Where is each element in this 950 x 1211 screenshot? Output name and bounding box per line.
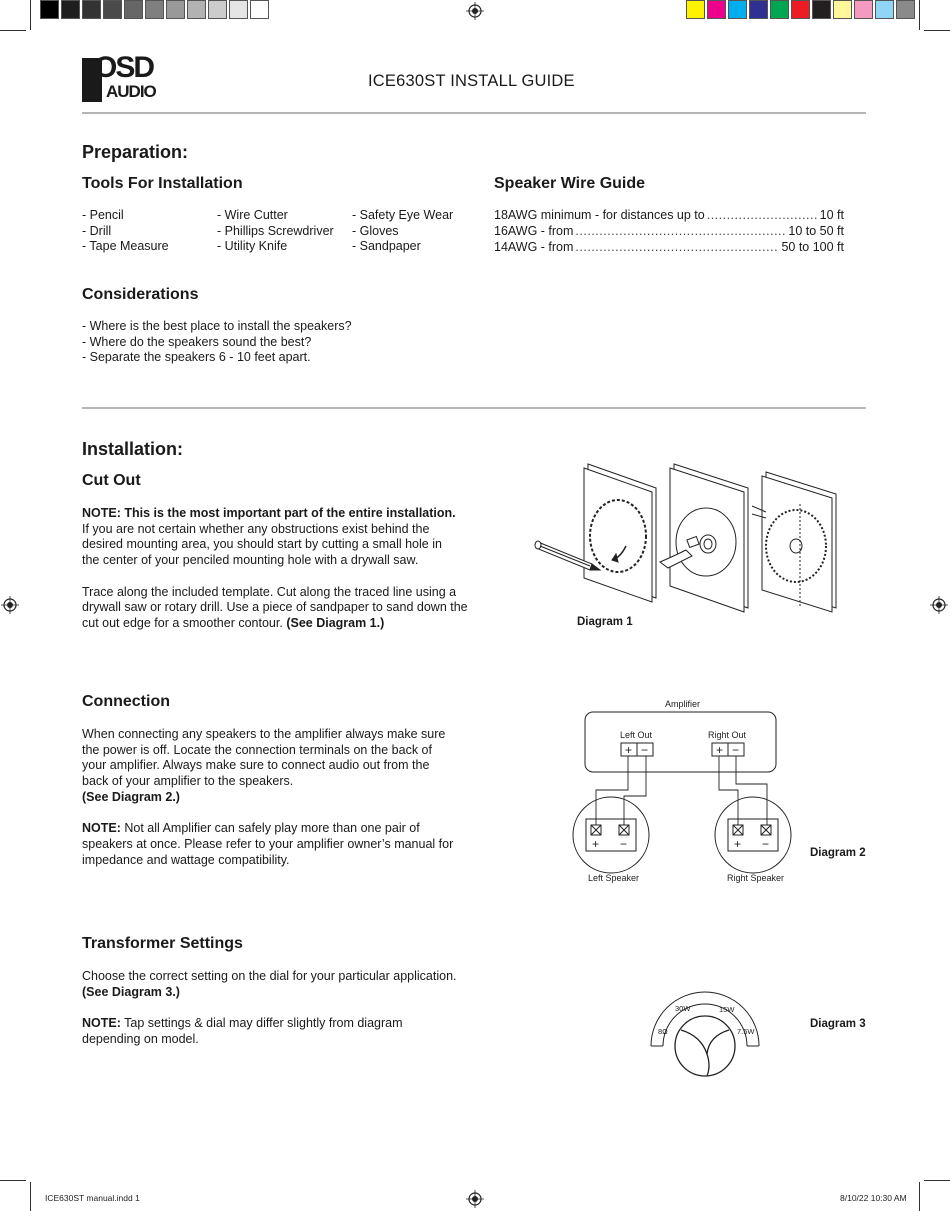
considerations-list: [82, 319, 352, 366]
diagram-1-label: Diagram 1: [577, 616, 633, 628]
plus-symbol: +: [592, 837, 600, 851]
color-swatch: [896, 0, 915, 19]
registration-mark-icon: [466, 2, 484, 20]
transformer-heading: Transformer Settings: [82, 935, 243, 952]
color-swatch: [82, 0, 101, 19]
tool-item: - Safety Eye Wear: [352, 208, 454, 222]
tool-item: - Wire Cutter: [217, 208, 288, 222]
transformer-text: [82, 969, 502, 1048]
preparation-heading: Preparation:: [82, 142, 189, 162]
wire-gauge-label: 14AWG - from: [494, 240, 574, 254]
considerations-heading: Considerations: [82, 286, 199, 303]
text-line: speakers at once. Please refer to your amplifier owner’s manual for: [82, 836, 454, 851]
text-line: drywall saw or rotary drill. Use a piece of sandpaper to sand down the: [82, 600, 468, 615]
color-swatch: [686, 0, 705, 19]
tool-item: - Gloves: [352, 223, 399, 238]
color-swatch: [208, 0, 227, 19]
diagram-reference: (See Diagram 3.): [82, 984, 180, 999]
text-line: the power is off. Locate the connection terminals on the back of: [82, 742, 432, 757]
color-swatch: [124, 0, 143, 19]
text-line: When connecting any speakers to the amplifier always make sure: [82, 727, 446, 741]
registration-mark-icon: [466, 1190, 484, 1208]
wire-distance-value: 50 to 100 ft: [781, 240, 844, 254]
crop-mark: [919, 0, 920, 30]
grayscale-color-bar: [40, 0, 271, 19]
crop-mark: [924, 1180, 950, 1181]
footer-timestamp: 8/10/22 10:30 AM: [840, 1193, 907, 1203]
text-line: the center of your penciled mounting hole with a drywall saw.: [82, 553, 419, 568]
tool-item: - Drill: [82, 223, 112, 238]
plus-symbol: +: [625, 743, 633, 757]
osd-audio-logo: OSD AUDIO: [82, 58, 168, 102]
footer-file-name: ICE630ST manual.indd 1: [45, 1193, 140, 1203]
tool-item: - Phillips Screwdriver: [217, 223, 334, 238]
color-swatch: [854, 0, 873, 19]
color-swatch: [875, 0, 894, 19]
tap-8ohm-label: 8Ω: [658, 1027, 668, 1036]
text-line: your amplifier. Always make sure to connect audio out from the: [82, 758, 430, 773]
divider: [82, 112, 866, 114]
list-item: - Where is the best place to install the speakers?: [82, 319, 352, 333]
minus-symbol: −: [620, 837, 628, 851]
amplifier-label: Amplifier: [665, 699, 701, 709]
color-swatch: [770, 0, 789, 19]
color-swatch: [791, 0, 810, 19]
text-line: Tap settings & dial may differ slightly from diagram: [124, 1016, 403, 1031]
minus-symbol: −: [762, 837, 770, 851]
tap-15w-label: 15W: [719, 1005, 735, 1014]
tool-item: - Utility Knife: [217, 239, 288, 254]
left-speaker-label: Left Speaker: [588, 873, 640, 883]
crop-mark: [919, 1182, 920, 1211]
tool-item: - Sandpaper: [352, 239, 421, 254]
text-line: back of your amplifier to the speakers.: [82, 774, 294, 789]
right-out-label: Right Out: [708, 730, 747, 740]
text-line: Not all Amplifier can safely play more than one pair of: [124, 821, 420, 836]
note-label: NOTE:: [82, 1016, 121, 1031]
tools-column-1: [82, 208, 169, 255]
registration-mark-icon: [930, 596, 948, 614]
text-line: Trace along the included template. Cut along the traced line using a: [82, 584, 457, 599]
diagram-3-label: Diagram 3: [810, 1018, 866, 1030]
color-swatch: [40, 0, 59, 19]
tools-heading: Tools For Installation: [82, 175, 243, 192]
transformer-dial-diagram: [645, 990, 765, 1080]
color-swatch: [61, 0, 80, 19]
plus-symbol: +: [734, 837, 742, 851]
connection-diagram: [560, 695, 810, 890]
plus-symbol: +: [716, 743, 724, 757]
text-line: depending on model.: [82, 1031, 199, 1046]
tap-7-5w-label: 7.5W: [737, 1027, 755, 1036]
minus-symbol: −: [732, 743, 740, 757]
color-swatch: [229, 0, 248, 19]
color-swatch: [103, 0, 122, 19]
crop-mark: [0, 1180, 26, 1181]
connection-text: [82, 727, 492, 868]
text-line: cut out edge for a smoother contour.: [82, 615, 283, 630]
cutout-note: NOTE: This is the most important part of the entire installation.: [82, 506, 456, 520]
crop-mark: [30, 1182, 31, 1211]
tool-item: - Pencil: [82, 208, 124, 222]
wire-distance-value: 10 to 50 ft: [788, 224, 844, 238]
cutout-text: [82, 506, 492, 632]
list-item: - Separate the speakers 6 - 10 feet apart.: [82, 350, 311, 365]
cutout-heading: Cut Out: [82, 472, 141, 489]
color-swatch: [728, 0, 747, 19]
tap-30w-label: 30W: [675, 1004, 691, 1013]
text-line: impedance and wattage compatibility.: [82, 852, 290, 867]
diagram-2-label: Diagram 2: [810, 847, 866, 859]
color-swatch: [166, 0, 185, 19]
divider: [82, 407, 866, 409]
tool-item: - Tape Measure: [82, 239, 169, 254]
cutout-diagram: [530, 458, 850, 618]
process-color-bar: [686, 0, 917, 19]
text-line: desired mounting area, you should start by cutting a small hole in: [82, 537, 442, 552]
installation-heading: Installation:: [82, 439, 184, 459]
wire-guide-heading: Speaker Wire Guide: [494, 175, 646, 192]
registration-mark-icon: [1, 596, 19, 614]
text-line: If you are not certain whether any obstructions exist behind the: [82, 521, 430, 536]
minus-symbol: −: [641, 743, 649, 757]
diagram-reference: (See Diagram 1.): [286, 615, 385, 630]
list-item: - Where do the speakers sound the best?: [82, 334, 312, 349]
crop-mark: [0, 30, 26, 31]
wire-gauge-label: 18AWG minimum - for distances up to: [494, 208, 705, 222]
tools-column-3: [352, 208, 453, 255]
wire-guide-row: [494, 240, 844, 256]
color-swatch: [250, 0, 269, 19]
wire-distance-value: 10 ft: [819, 208, 844, 222]
wire-guide-row: [494, 208, 844, 224]
wire-guide-row: [494, 224, 844, 240]
note-label: NOTE:: [82, 821, 121, 836]
connection-heading: Connection: [82, 693, 170, 710]
tools-column-2: [217, 208, 334, 255]
page-title: ICE630ST INSTALL GUIDE: [368, 72, 575, 90]
color-swatch: [145, 0, 164, 19]
crop-mark: [30, 0, 31, 30]
text-line: Choose the correct setting on the dial for your particular application.: [82, 969, 457, 983]
diagram-reference: (See Diagram 2.): [82, 789, 180, 804]
color-swatch: [833, 0, 852, 19]
left-out-label: Left Out: [620, 730, 653, 740]
color-swatch: [749, 0, 768, 19]
color-swatch: [812, 0, 831, 19]
right-speaker-label: Right Speaker: [727, 873, 785, 883]
color-swatch: [187, 0, 206, 19]
color-swatch: [707, 0, 726, 19]
wire-gauge-label: 16AWG - from: [494, 224, 574, 238]
crop-mark: [924, 30, 950, 31]
